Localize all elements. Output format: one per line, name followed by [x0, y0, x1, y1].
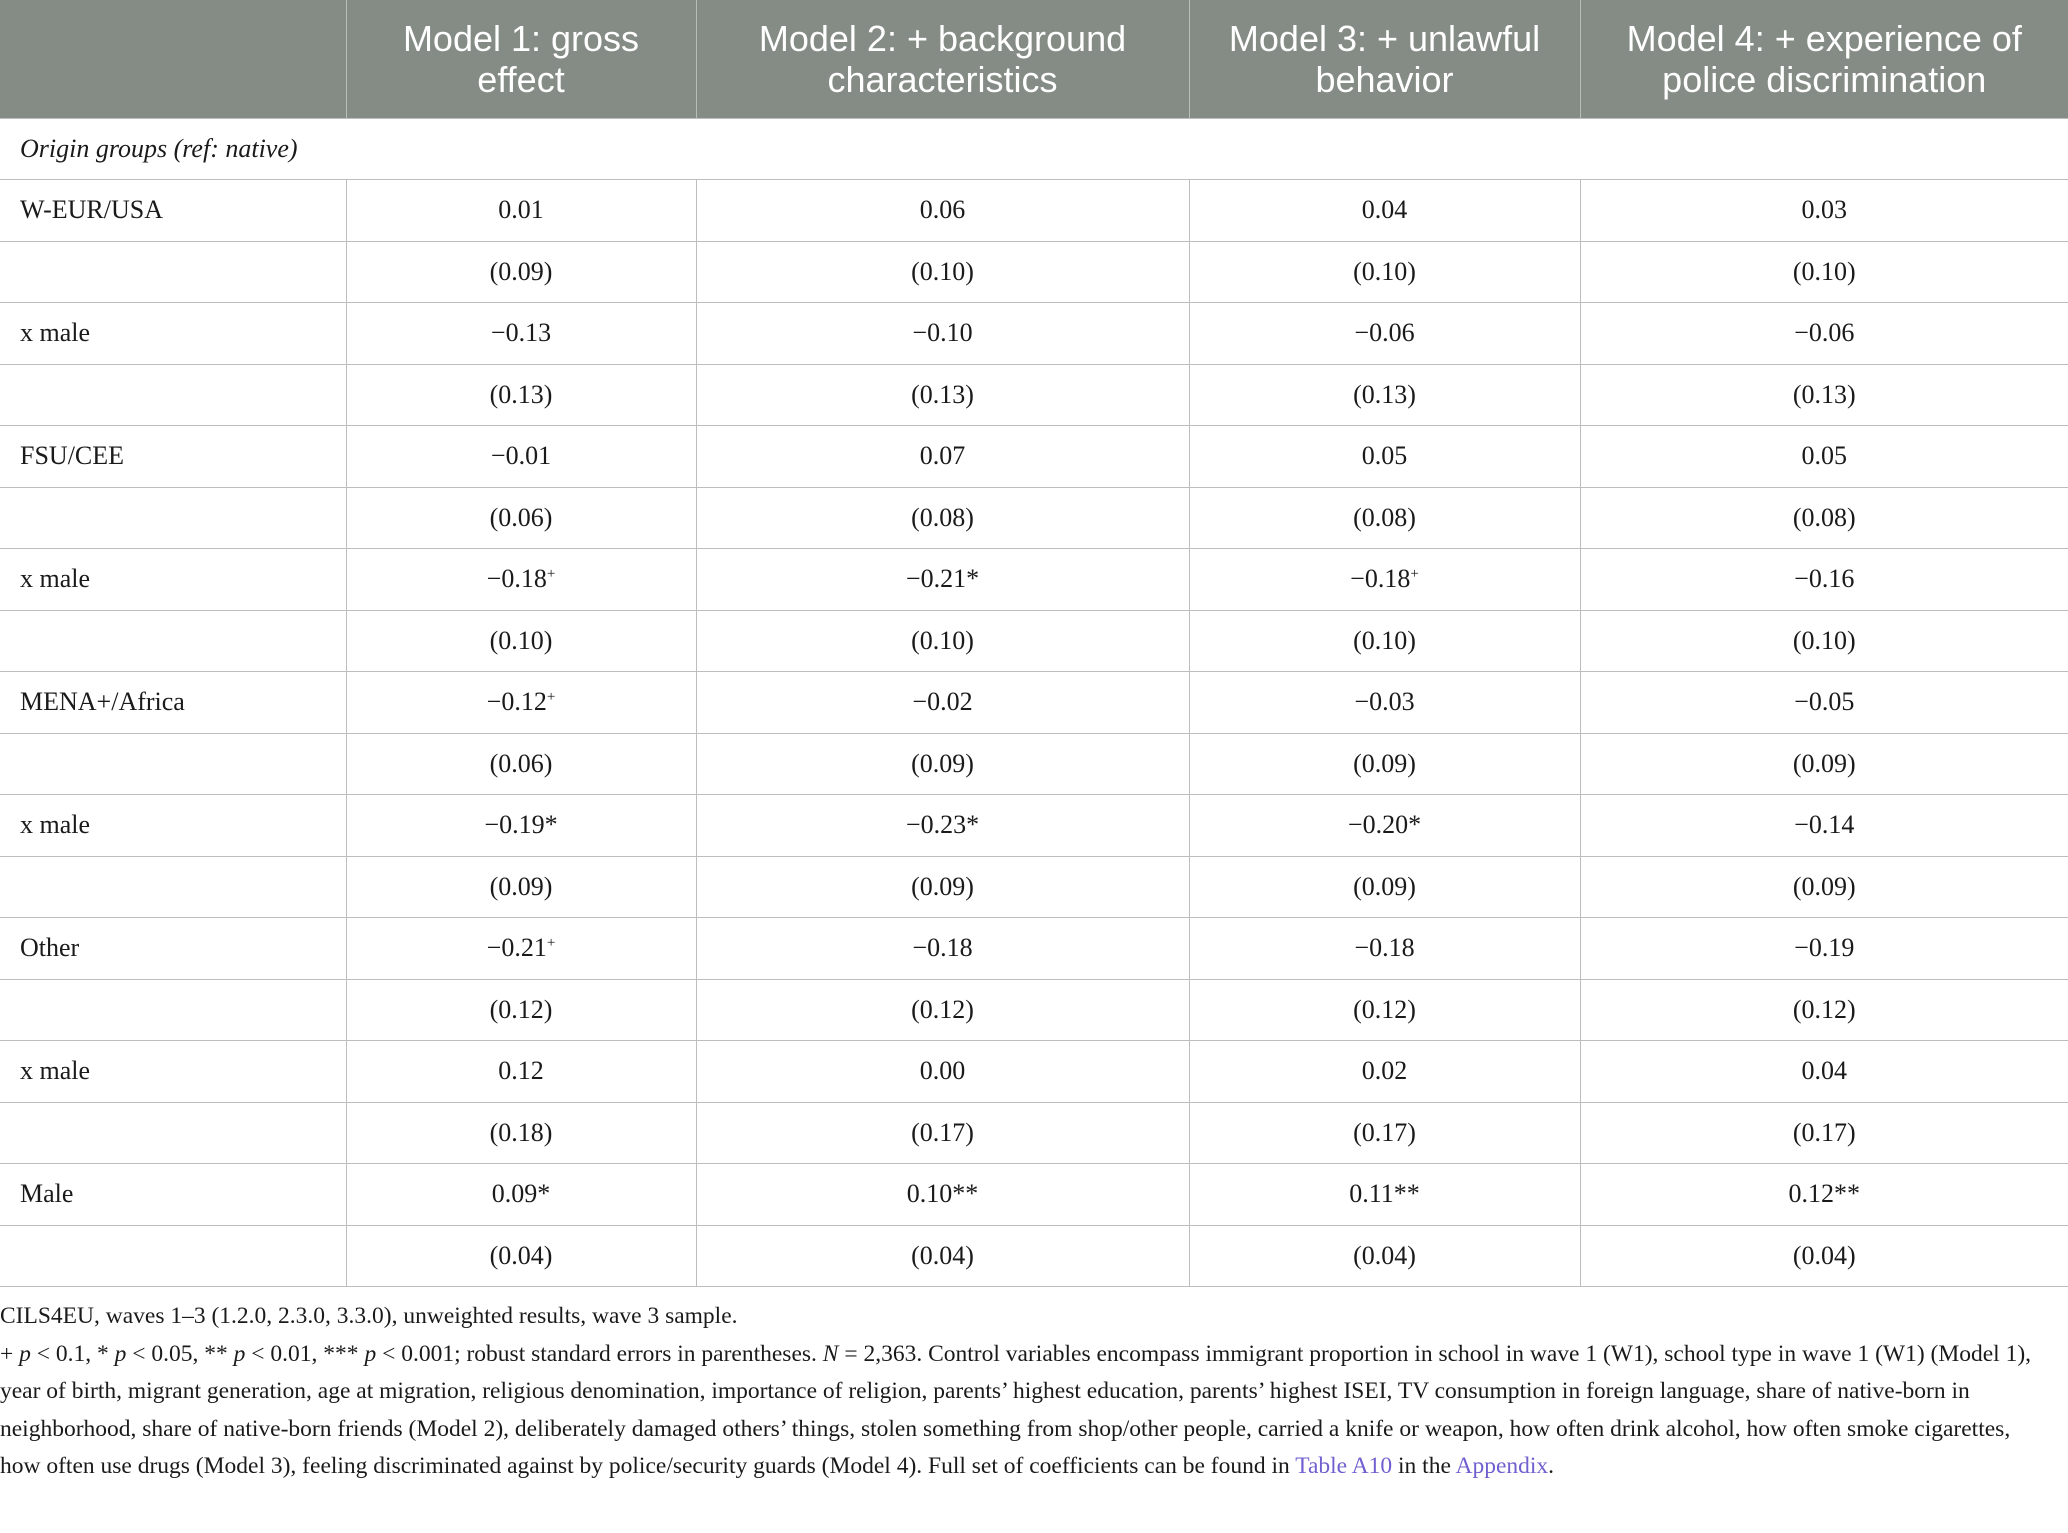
cell-value: (0.04) [911, 1240, 974, 1270]
coefficient-cell [696, 241, 1189, 303]
header-model-4: Model 4: + experience of police discrimination [1580, 0, 2068, 118]
row-label: MENA+/Africa [0, 672, 346, 734]
table-row [0, 856, 2068, 918]
cell-value: −0.06 [1794, 318, 1855, 348]
cell-value: −0.05 [1794, 687, 1855, 717]
coefficient-cell [346, 672, 696, 734]
coefficient-cell [696, 672, 1189, 734]
row-label [0, 241, 346, 303]
cell-value: −0.16 [1794, 564, 1855, 594]
row-label [0, 979, 346, 1041]
coefficient-cell [1189, 733, 1580, 795]
coefficient-cell [1580, 1041, 2068, 1103]
table-a10-link[interactable]: Table A10 [1295, 1453, 1393, 1479]
cell-value: −0.03 [1354, 687, 1415, 717]
appendix-link[interactable]: Appendix [1455, 1453, 1549, 1479]
coefficient-cell [696, 303, 1189, 365]
coefficient-cell [346, 549, 696, 611]
cell-value: −0.21* [905, 564, 980, 594]
coefficient-cell [1580, 795, 2068, 857]
table-notes [0, 1298, 2050, 1486]
cell-value: (0.09) [911, 748, 974, 778]
cell-value: (0.13) [489, 379, 553, 409]
coefficient-cell [1189, 1041, 1580, 1103]
coefficient-cell [1580, 1164, 2068, 1226]
cell-value: −0.19 [1794, 933, 1855, 963]
cell-value: (0.10) [911, 256, 974, 286]
note-source: CILS4EU, waves 1–3 (1.2.0, 2.3.0, 3.3.0), unweighted results, wave 3 sample. [0, 1303, 738, 1329]
row-label [0, 487, 346, 549]
row-label: x male [0, 1041, 346, 1103]
table-row [0, 672, 2068, 734]
cell-value: 0.05 [1361, 441, 1408, 471]
table-row [0, 795, 2068, 857]
coefficient-cell [346, 303, 696, 365]
coefficient-cell [346, 487, 696, 549]
cell-value: (0.10) [911, 625, 974, 655]
cell-value: (0.04) [1353, 1240, 1416, 1270]
significance-marker: + [546, 689, 556, 706]
cell-value: 0.06 [919, 195, 966, 225]
coefficient-cell [1580, 1225, 2068, 1287]
cell-value: (0.09) [1353, 871, 1416, 901]
table-row [0, 241, 2068, 303]
coefficient-cell [696, 918, 1189, 980]
cell-value: (0.12) [489, 994, 553, 1024]
cell-value: (0.09) [911, 871, 974, 901]
row-label: Other [0, 918, 346, 980]
coefficient-cell [346, 610, 696, 672]
coefficient-cell [1189, 180, 1580, 242]
coefficient-cell [1189, 672, 1580, 734]
cell-value: (0.17) [911, 1117, 974, 1147]
cell-value: (0.13) [911, 379, 974, 409]
coefficient-cell [1189, 364, 1580, 426]
cell-value: (0.06) [489, 748, 553, 778]
cell-value: −0.12 [486, 687, 547, 717]
coefficient-cell [696, 979, 1189, 1041]
coefficient-cell [1189, 303, 1580, 365]
section-row [0, 118, 2068, 180]
coefficient-cell [696, 610, 1189, 672]
coefficient-cell [1580, 487, 2068, 549]
significance-marker: + [546, 935, 556, 952]
cell-value: −0.10 [912, 318, 973, 348]
cell-value: −0.13 [490, 318, 552, 348]
coefficient-cell [696, 487, 1189, 549]
coefficient-cell [1580, 549, 2068, 611]
cell-value: 0.12 [498, 1056, 544, 1086]
cell-value: (0.10) [489, 625, 553, 655]
table-row [0, 1102, 2068, 1164]
cell-value: (0.10) [1792, 256, 1856, 286]
coefficient-cell [1580, 180, 2068, 242]
cell-value: (0.09) [489, 256, 553, 286]
row-label: x male [0, 549, 346, 611]
coefficient-cell [1189, 610, 1580, 672]
coefficient-cell [696, 795, 1189, 857]
table-row [0, 610, 2068, 672]
cell-value: 0.02 [1361, 1056, 1408, 1086]
coefficient-cell [1189, 856, 1580, 918]
cell-value: (0.10) [1792, 625, 1856, 655]
cell-value: (0.04) [1792, 1240, 1856, 1270]
header-model-2: Model 2: + background characteristics [696, 0, 1189, 118]
cell-value: (0.08) [1792, 502, 1856, 532]
coefficient-cell [346, 1164, 696, 1226]
coefficient-cell [1580, 918, 2068, 980]
cell-value: (0.17) [1353, 1117, 1416, 1147]
table-row [0, 979, 2068, 1041]
cell-value: −0.19* [484, 810, 558, 840]
cell-value: (0.04) [489, 1240, 553, 1270]
cell-value: (0.17) [1792, 1117, 1856, 1147]
coefficient-cell [1580, 241, 2068, 303]
cell-value: 0.10** [906, 1179, 979, 1209]
coefficient-cell [1580, 1102, 2068, 1164]
table-row [0, 1225, 2068, 1287]
header-model-3: Model 3: + unlawful behavior [1189, 0, 1580, 118]
row-label: Male [0, 1164, 346, 1226]
table-row [0, 1041, 2068, 1103]
cell-value: (0.12) [1792, 994, 1856, 1024]
coefficient-cell [696, 1041, 1189, 1103]
coefficient-cell [1580, 979, 2068, 1041]
header-row [0, 0, 2068, 118]
coefficient-cell [696, 856, 1189, 918]
coefficient-cell [1189, 1102, 1580, 1164]
cell-value: −0.18 [1350, 564, 1411, 594]
cell-value: 0.00 [919, 1056, 966, 1086]
cell-value: (0.18) [489, 1117, 553, 1147]
coefficient-cell [1189, 241, 1580, 303]
row-label: FSU/CEE [0, 426, 346, 488]
cell-value: (0.10) [1353, 625, 1416, 655]
row-label [0, 364, 346, 426]
cell-value: (0.12) [1353, 994, 1416, 1024]
table-row [0, 549, 2068, 611]
cell-value: (0.09) [1353, 748, 1416, 778]
section-label: Origin groups (ref: native) [0, 118, 2068, 180]
cell-value: −0.21 [486, 933, 547, 963]
row-label [0, 1102, 346, 1164]
coefficient-cell [1189, 426, 1580, 488]
coefficient-cell [696, 180, 1189, 242]
cell-value: −0.18 [486, 564, 547, 594]
coefficient-cell [1189, 549, 1580, 611]
coefficient-cell [346, 1225, 696, 1287]
coefficient-cell [696, 733, 1189, 795]
header-corner [0, 0, 346, 118]
cell-value: (0.09) [1792, 871, 1856, 901]
coefficient-cell [696, 1225, 1189, 1287]
header-model-1: Model 1: gross effect [346, 0, 696, 118]
cell-value: 0.11** [1349, 1179, 1420, 1209]
table-row [0, 303, 2068, 365]
coefficient-cell [696, 1102, 1189, 1164]
cell-value: −0.14 [1794, 810, 1855, 840]
table-row [0, 180, 2068, 242]
coefficient-cell [346, 1041, 696, 1103]
coefficient-cell [346, 364, 696, 426]
coefficient-cell [696, 364, 1189, 426]
coefficient-cell [1189, 487, 1580, 549]
coefficient-cell [346, 1102, 696, 1164]
row-label: x male [0, 303, 346, 365]
cell-value: 0.03 [1801, 195, 1847, 225]
cell-value: (0.13) [1792, 379, 1856, 409]
cell-value: (0.09) [1792, 748, 1856, 778]
cell-value: (0.10) [1353, 256, 1416, 286]
coefficient-cell [696, 1164, 1189, 1226]
coefficient-cell [1189, 1225, 1580, 1287]
coefficient-cell [1580, 856, 2068, 918]
coefficient-cell [696, 549, 1189, 611]
coefficient-cell [1189, 918, 1580, 980]
row-label [0, 856, 346, 918]
significance-marker: + [1410, 566, 1419, 583]
coefficient-cell [346, 733, 696, 795]
coefficient-cell [1189, 795, 1580, 857]
coefficient-cell [346, 856, 696, 918]
cell-value: 0.04 [1361, 195, 1408, 225]
cell-value: −0.01 [490, 441, 552, 471]
cell-value: −0.23* [905, 810, 980, 840]
coefficient-cell [1189, 979, 1580, 1041]
cell-value: 0.04 [1801, 1056, 1847, 1086]
cell-value: −0.20* [1347, 810, 1422, 840]
cell-value: (0.13) [1353, 379, 1416, 409]
row-label [0, 733, 346, 795]
cell-value: 0.05 [1801, 441, 1847, 471]
cell-value: −0.18 [1354, 933, 1415, 963]
coefficient-cell [346, 426, 696, 488]
coefficient-cell [1580, 364, 2068, 426]
cell-value: 0.09* [491, 1179, 551, 1209]
coefficient-cell [1580, 426, 2068, 488]
cell-value: −0.02 [912, 687, 973, 717]
coefficient-cell [346, 795, 696, 857]
row-label [0, 610, 346, 672]
coefficient-cell [1189, 1164, 1580, 1226]
coefficient-cell [346, 979, 696, 1041]
coefficient-cell [346, 241, 696, 303]
coefficient-cell [346, 918, 696, 980]
cell-value: (0.12) [911, 994, 974, 1024]
cell-value: (0.06) [489, 502, 553, 532]
row-label: x male [0, 795, 346, 857]
coefficient-cell [1580, 610, 2068, 672]
cell-value: 0.07 [919, 441, 966, 471]
table-row [0, 426, 2068, 488]
coefficient-cell [1580, 733, 2068, 795]
row-label [0, 1225, 346, 1287]
table-row [0, 918, 2068, 980]
coefficient-cell [1580, 303, 2068, 365]
table-row [0, 364, 2068, 426]
table-row [0, 733, 2068, 795]
cell-value: 0.12** [1788, 1179, 1860, 1209]
cell-value: −0.18 [912, 933, 973, 963]
coefficient-cell [346, 180, 696, 242]
cell-value: −0.06 [1354, 318, 1415, 348]
table-row [0, 1164, 2068, 1226]
coefficient-cell [1580, 672, 2068, 734]
coefficient-cell [696, 426, 1189, 488]
cell-value: (0.08) [911, 502, 974, 532]
cell-value: 0.01 [498, 195, 544, 225]
note-significance: + p < 0.1, * p < 0.05, ** p < 0.01, *** p < 0.001; robust standard errors in parentheses. N = 2,363. Control variables encompass immigrant proportion in school in wave 1 (W1), school type in wave 1 (W1) (Model 1), year of birth, migrant generation, age at migration, religious denomination, importance of religion, parents’ highest education, parents’ highest ISEI, TV consumption in foreign language, share of native-born in neighborhood, share of native-born friends (Model 2), deliberately damaged others’ things, stolen something from shop/other people, carried a knife or weapon, how often drink alcohol, how often smoke cigarettes, how often use drugs (Model 3), feeling discriminated against by police/security guards (Model 4). Full set of coefficients can be found in Table A10 in the Appendix. [0, 1340, 2032, 1479]
cell-value: (0.08) [1353, 502, 1416, 532]
significance-marker: + [546, 566, 556, 583]
table-row [0, 487, 2068, 549]
row-label: W-EUR/USA [0, 180, 346, 242]
cell-value: (0.09) [489, 871, 553, 901]
